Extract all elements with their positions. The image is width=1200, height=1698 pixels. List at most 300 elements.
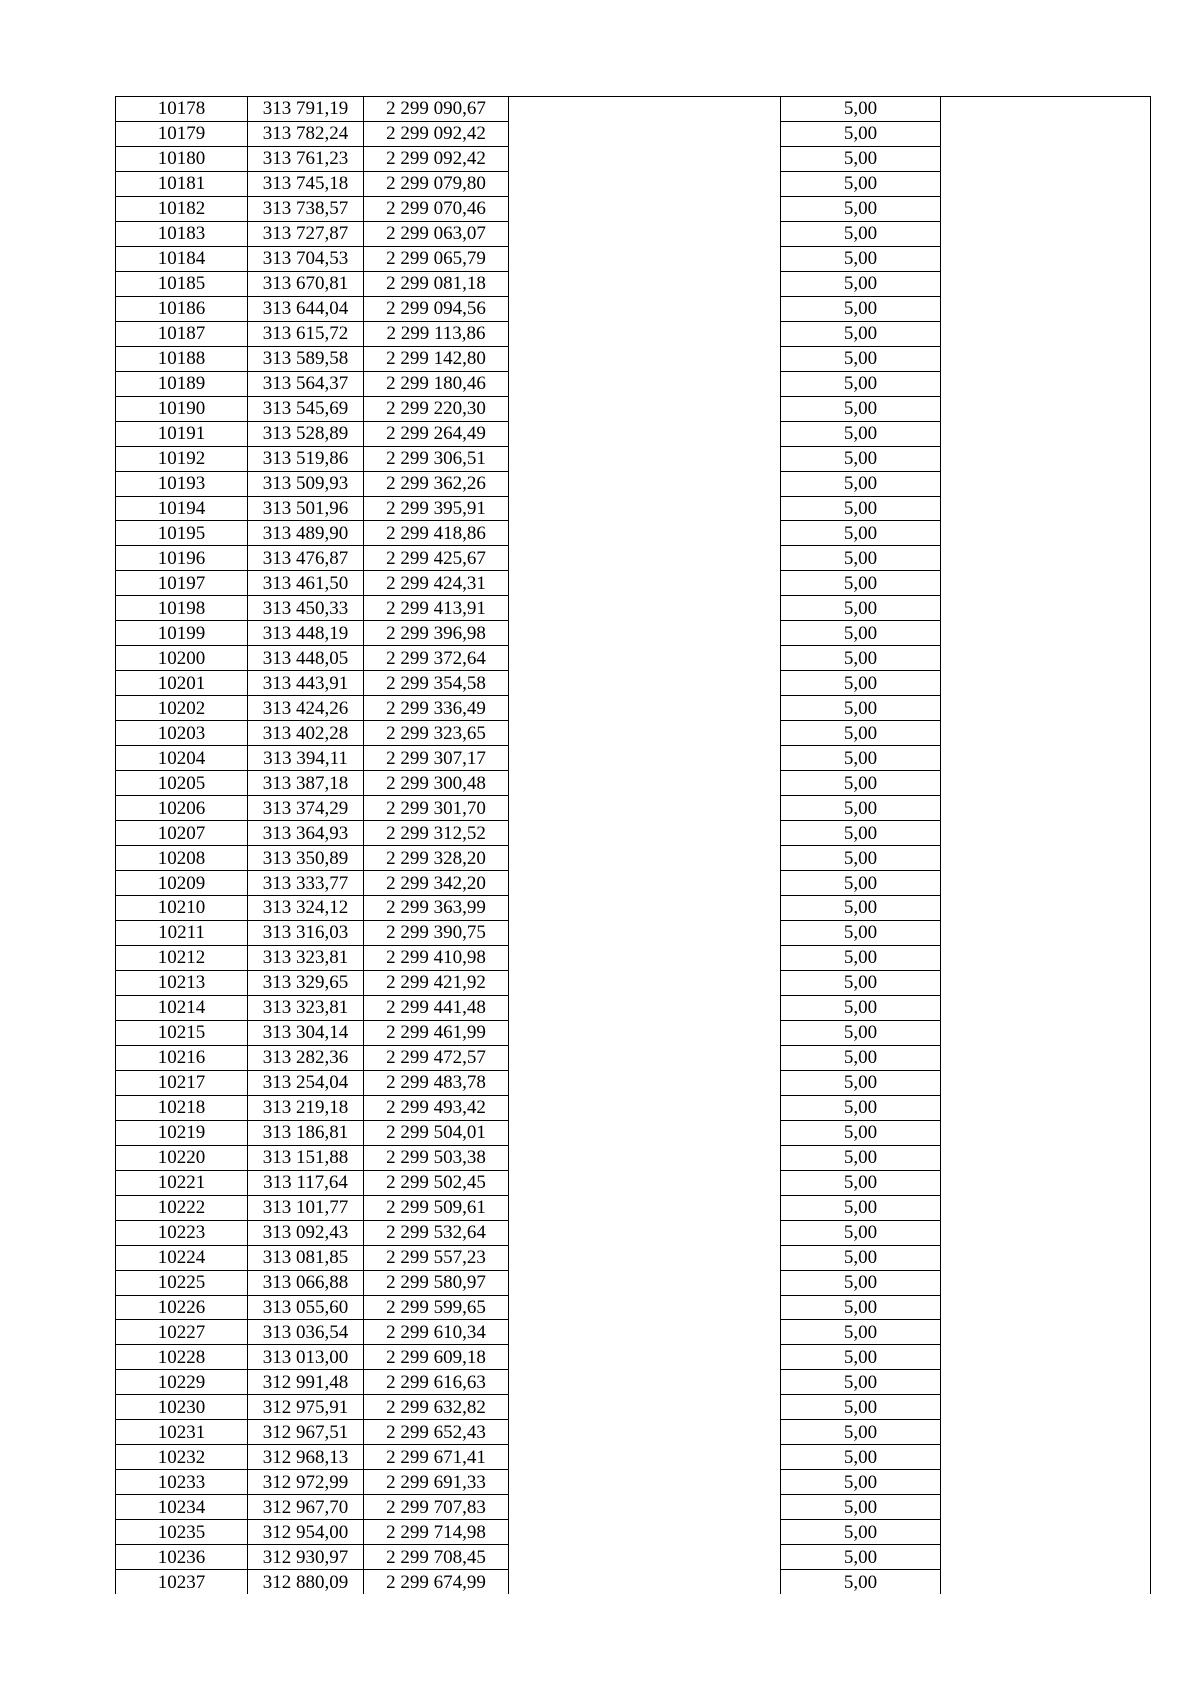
y-coordinate-cell: 2 299 472,57 (364, 1045, 509, 1070)
y-coordinate-cell: 2 299 372,64 (364, 646, 509, 671)
value-cell: 5,00 (781, 1470, 941, 1495)
value-cell: 5,00 (781, 1520, 941, 1545)
point-number-cell: 10220 (116, 1145, 248, 1170)
x-coordinate-cell: 313 013,00 (248, 1345, 364, 1370)
value-cell: 5,00 (781, 621, 941, 646)
x-coordinate-cell: 313 324,12 (248, 896, 364, 921)
point-number-cell: 10223 (116, 1220, 248, 1245)
x-coordinate-cell: 312 968,13 (248, 1445, 364, 1470)
x-coordinate-cell: 312 880,09 (248, 1570, 364, 1594)
table-row (116, 1370, 1151, 1395)
point-number-cell: 10193 (116, 471, 248, 496)
point-number-cell: 10230 (116, 1395, 248, 1420)
empty-cell (941, 696, 1151, 721)
table-row (116, 1270, 1151, 1295)
value-cell: 5,00 (781, 346, 941, 371)
y-coordinate-cell: 2 299 081,18 (364, 271, 509, 296)
empty-cell (509, 920, 781, 945)
table-row (116, 221, 1151, 246)
value-cell: 5,00 (781, 321, 941, 346)
table-row (116, 970, 1151, 995)
point-number-cell: 10199 (116, 621, 248, 646)
point-number-cell: 10233 (116, 1470, 248, 1495)
y-coordinate-cell: 2 299 113,86 (364, 321, 509, 346)
point-number-cell: 10184 (116, 246, 248, 271)
empty-cell (509, 121, 781, 146)
empty-cell (509, 721, 781, 746)
x-coordinate-cell: 313 402,28 (248, 721, 364, 746)
empty-cell (941, 196, 1151, 221)
x-coordinate-cell: 313 461,50 (248, 571, 364, 596)
empty-cell (941, 1170, 1151, 1195)
empty-cell (941, 896, 1151, 921)
value-cell: 5,00 (781, 246, 941, 271)
y-coordinate-cell: 2 299 418,86 (364, 521, 509, 546)
x-coordinate-cell: 313 364,93 (248, 821, 364, 846)
empty-cell (941, 421, 1151, 446)
empty-cell (941, 721, 1151, 746)
value-cell: 5,00 (781, 596, 941, 621)
point-number-cell: 10231 (116, 1420, 248, 1445)
empty-cell (509, 546, 781, 571)
y-coordinate-cell: 2 299 079,80 (364, 171, 509, 196)
value-cell: 5,00 (781, 846, 941, 871)
point-number-cell: 10211 (116, 920, 248, 945)
x-coordinate-cell: 313 589,58 (248, 346, 364, 371)
point-number-cell: 10200 (116, 646, 248, 671)
empty-cell (509, 571, 781, 596)
y-coordinate-cell: 2 299 336,49 (364, 696, 509, 721)
table-row (116, 171, 1151, 196)
table-row (116, 721, 1151, 746)
empty-cell (509, 696, 781, 721)
table-row (116, 196, 1151, 221)
empty-cell (509, 1170, 781, 1195)
value-cell: 5,00 (781, 871, 941, 896)
y-coordinate-cell: 2 299 395,91 (364, 496, 509, 521)
y-coordinate-cell: 2 299 342,20 (364, 871, 509, 896)
value-cell: 5,00 (781, 446, 941, 471)
empty-cell (509, 1270, 781, 1295)
table-row (116, 246, 1151, 271)
empty-cell (941, 846, 1151, 871)
coordinates-table (115, 96, 1151, 1594)
value-cell: 5,00 (781, 1570, 941, 1594)
table-row (116, 596, 1151, 621)
x-coordinate-cell: 313 528,89 (248, 421, 364, 446)
table-row (116, 1045, 1151, 1070)
y-coordinate-cell: 2 299 599,65 (364, 1295, 509, 1320)
empty-cell (941, 97, 1151, 122)
table-row (116, 1495, 1151, 1520)
value-cell: 5,00 (781, 1295, 941, 1320)
value-cell: 5,00 (781, 1420, 941, 1445)
empty-cell (509, 796, 781, 821)
value-cell: 5,00 (781, 421, 941, 446)
table-row (116, 1420, 1151, 1445)
empty-cell (941, 1120, 1151, 1145)
table-row (116, 1195, 1151, 1220)
empty-cell (509, 1395, 781, 1420)
point-number-cell: 10216 (116, 1045, 248, 1070)
table-row (116, 521, 1151, 546)
empty-cell (941, 246, 1151, 271)
empty-cell (941, 1345, 1151, 1370)
value-cell: 5,00 (781, 396, 941, 421)
empty-cell (509, 196, 781, 221)
table-row (116, 371, 1151, 396)
y-coordinate-cell: 2 299 616,63 (364, 1370, 509, 1395)
y-coordinate-cell: 2 299 532,64 (364, 1220, 509, 1245)
empty-cell (509, 621, 781, 646)
point-number-cell: 10183 (116, 221, 248, 246)
point-number-cell: 10221 (116, 1170, 248, 1195)
x-coordinate-cell: 312 975,91 (248, 1395, 364, 1420)
empty-cell (509, 1370, 781, 1395)
empty-cell (941, 371, 1151, 396)
table-row (116, 871, 1151, 896)
point-number-cell: 10237 (116, 1570, 248, 1594)
y-coordinate-cell: 2 299 323,65 (364, 721, 509, 746)
y-coordinate-cell: 2 299 421,92 (364, 970, 509, 995)
x-coordinate-cell: 313 782,24 (248, 121, 364, 146)
empty-cell (509, 671, 781, 696)
x-coordinate-cell: 313 323,81 (248, 945, 364, 970)
x-coordinate-cell: 312 967,70 (248, 1495, 364, 1520)
point-number-cell: 10214 (116, 995, 248, 1020)
y-coordinate-cell: 2 299 441,48 (364, 995, 509, 1020)
value-cell: 5,00 (781, 1070, 941, 1095)
table-row (116, 796, 1151, 821)
x-coordinate-cell: 313 101,77 (248, 1195, 364, 1220)
empty-cell (509, 521, 781, 546)
y-coordinate-cell: 2 299 092,42 (364, 121, 509, 146)
y-coordinate-cell: 2 299 671,41 (364, 1445, 509, 1470)
y-coordinate-cell: 2 299 609,18 (364, 1345, 509, 1370)
empty-cell (509, 1570, 781, 1594)
empty-cell (941, 621, 1151, 646)
x-coordinate-cell: 313 448,19 (248, 621, 364, 646)
empty-cell (509, 945, 781, 970)
table-row (116, 821, 1151, 846)
table-row (116, 1295, 1151, 1320)
empty-cell (509, 246, 781, 271)
y-coordinate-cell: 2 299 674,99 (364, 1570, 509, 1594)
x-coordinate-cell: 313 329,65 (248, 970, 364, 995)
x-coordinate-cell: 313 394,11 (248, 746, 364, 771)
empty-cell (941, 771, 1151, 796)
table-row (116, 920, 1151, 945)
value-cell: 5,00 (781, 821, 941, 846)
value-cell: 5,00 (781, 121, 941, 146)
empty-cell (941, 271, 1151, 296)
x-coordinate-cell: 313 424,26 (248, 696, 364, 721)
table-row (116, 771, 1151, 796)
x-coordinate-cell: 312 972,99 (248, 1470, 364, 1495)
value-cell: 5,00 (781, 1220, 941, 1245)
empty-cell (941, 1370, 1151, 1395)
table-row (116, 1520, 1151, 1545)
empty-cell (941, 221, 1151, 246)
empty-cell (509, 371, 781, 396)
empty-cell (941, 995, 1151, 1020)
y-coordinate-cell: 2 299 180,46 (364, 371, 509, 396)
value-cell: 5,00 (781, 1270, 941, 1295)
empty-cell (509, 396, 781, 421)
empty-cell (941, 1220, 1151, 1245)
table-row (116, 1320, 1151, 1345)
value-cell: 5,00 (781, 896, 941, 921)
y-coordinate-cell: 2 299 413,91 (364, 596, 509, 621)
y-coordinate-cell: 2 299 306,51 (364, 446, 509, 471)
empty-cell (941, 571, 1151, 596)
point-number-cell: 10187 (116, 321, 248, 346)
empty-cell (941, 1145, 1151, 1170)
y-coordinate-cell: 2 299 094,56 (364, 296, 509, 321)
x-coordinate-cell: 313 545,69 (248, 396, 364, 421)
point-number-cell: 10217 (116, 1070, 248, 1095)
x-coordinate-cell: 313 489,90 (248, 521, 364, 546)
y-coordinate-cell: 2 299 691,33 (364, 1470, 509, 1495)
value-cell: 5,00 (781, 1495, 941, 1520)
empty-cell (941, 1495, 1151, 1520)
empty-cell (941, 1295, 1151, 1320)
point-number-cell: 10226 (116, 1295, 248, 1320)
y-coordinate-cell: 2 299 301,70 (364, 796, 509, 821)
empty-cell (509, 171, 781, 196)
value-cell: 5,00 (781, 221, 941, 246)
x-coordinate-cell: 313 704,53 (248, 246, 364, 271)
empty-cell (509, 995, 781, 1020)
x-coordinate-cell: 313 519,86 (248, 446, 364, 471)
x-coordinate-cell: 313 117,64 (248, 1170, 364, 1195)
point-number-cell: 10188 (116, 346, 248, 371)
empty-cell (941, 396, 1151, 421)
table-row (116, 396, 1151, 421)
y-coordinate-cell: 2 299 652,43 (364, 1420, 509, 1445)
y-coordinate-cell: 2 299 396,98 (364, 621, 509, 646)
x-coordinate-cell: 313 316,03 (248, 920, 364, 945)
empty-cell (509, 1545, 781, 1570)
point-number-cell: 10182 (116, 196, 248, 221)
empty-cell (941, 596, 1151, 621)
empty-cell (509, 1445, 781, 1470)
value-cell: 5,00 (781, 1370, 941, 1395)
table-row (116, 696, 1151, 721)
table-row (116, 621, 1151, 646)
point-number-cell: 10236 (116, 1545, 248, 1570)
empty-cell (941, 496, 1151, 521)
empty-cell (941, 746, 1151, 771)
point-number-cell: 10178 (116, 97, 248, 122)
empty-cell (509, 746, 781, 771)
empty-cell (509, 821, 781, 846)
empty-cell (509, 496, 781, 521)
empty-cell (509, 871, 781, 896)
y-coordinate-cell: 2 299 390,75 (364, 920, 509, 945)
value-cell: 5,00 (781, 546, 941, 571)
empty-cell (509, 271, 781, 296)
value-cell: 5,00 (781, 1045, 941, 1070)
point-number-cell: 10229 (116, 1370, 248, 1395)
y-coordinate-cell: 2 299 461,99 (364, 1020, 509, 1045)
x-coordinate-cell: 312 954,00 (248, 1520, 364, 1545)
x-coordinate-cell: 313 615,72 (248, 321, 364, 346)
y-coordinate-cell: 2 299 065,79 (364, 246, 509, 271)
point-number-cell: 10185 (116, 271, 248, 296)
empty-cell (509, 421, 781, 446)
value-cell: 5,00 (781, 995, 941, 1020)
table-row (116, 1445, 1151, 1470)
empty-cell (941, 1095, 1151, 1120)
y-coordinate-cell: 2 299 300,48 (364, 771, 509, 796)
y-coordinate-cell: 2 299 410,98 (364, 945, 509, 970)
value-cell: 5,00 (781, 721, 941, 746)
value-cell: 5,00 (781, 696, 941, 721)
point-number-cell: 10203 (116, 721, 248, 746)
empty-cell (941, 796, 1151, 821)
point-number-cell: 10197 (116, 571, 248, 596)
x-coordinate-cell: 313 036,54 (248, 1320, 364, 1345)
empty-cell (941, 121, 1151, 146)
y-coordinate-cell: 2 299 070,46 (364, 196, 509, 221)
empty-cell (509, 221, 781, 246)
empty-cell (509, 1145, 781, 1170)
point-number-cell: 10206 (116, 796, 248, 821)
empty-cell (509, 1120, 781, 1145)
table-row (116, 1020, 1151, 1045)
table-row (116, 1095, 1151, 1120)
y-coordinate-cell: 2 299 504,01 (364, 1120, 509, 1145)
x-coordinate-cell: 313 350,89 (248, 846, 364, 871)
value-cell: 5,00 (781, 1195, 941, 1220)
empty-cell (941, 321, 1151, 346)
x-coordinate-cell: 313 092,43 (248, 1220, 364, 1245)
x-coordinate-cell: 313 254,04 (248, 1070, 364, 1095)
empty-cell (509, 321, 781, 346)
x-coordinate-cell: 313 055,60 (248, 1295, 364, 1320)
y-coordinate-cell: 2 299 483,78 (364, 1070, 509, 1095)
table-row (116, 546, 1151, 571)
empty-cell (509, 1495, 781, 1520)
empty-cell (941, 296, 1151, 321)
table-row (116, 1570, 1151, 1594)
empty-cell (941, 646, 1151, 671)
empty-cell (941, 1520, 1151, 1545)
table-row (116, 896, 1151, 921)
value-cell: 5,00 (781, 271, 941, 296)
point-number-cell: 10201 (116, 671, 248, 696)
value-cell: 5,00 (781, 1145, 941, 1170)
point-number-cell: 10181 (116, 171, 248, 196)
table-row (116, 671, 1151, 696)
empty-cell (941, 1020, 1151, 1045)
point-number-cell: 10202 (116, 696, 248, 721)
y-coordinate-cell: 2 299 090,67 (364, 97, 509, 122)
empty-cell (941, 671, 1151, 696)
table-row (116, 271, 1151, 296)
empty-cell (941, 920, 1151, 945)
table-row (116, 1345, 1151, 1370)
point-number-cell: 10204 (116, 746, 248, 771)
empty-cell (509, 1295, 781, 1320)
table-row (116, 296, 1151, 321)
empty-cell (941, 546, 1151, 571)
point-number-cell: 10208 (116, 846, 248, 871)
value-cell: 5,00 (781, 1170, 941, 1195)
empty-cell (941, 1195, 1151, 1220)
value-cell: 5,00 (781, 1445, 941, 1470)
empty-cell (941, 970, 1151, 995)
x-coordinate-cell: 313 791,19 (248, 97, 364, 122)
empty-cell (509, 1095, 781, 1120)
x-coordinate-cell: 313 670,81 (248, 271, 364, 296)
point-number-cell: 10215 (116, 1020, 248, 1045)
x-coordinate-cell: 313 387,18 (248, 771, 364, 796)
value-cell: 5,00 (781, 1120, 941, 1145)
point-number-cell: 10222 (116, 1195, 248, 1220)
table-row (116, 995, 1151, 1020)
x-coordinate-cell: 313 304,14 (248, 1020, 364, 1045)
empty-cell (509, 771, 781, 796)
x-coordinate-cell: 313 448,05 (248, 646, 364, 671)
x-coordinate-cell: 313 761,23 (248, 146, 364, 171)
y-coordinate-cell: 2 299 363,99 (364, 896, 509, 921)
point-number-cell: 10225 (116, 1270, 248, 1295)
empty-cell (941, 171, 1151, 196)
empty-cell (941, 945, 1151, 970)
y-coordinate-cell: 2 299 632,82 (364, 1395, 509, 1420)
empty-cell (941, 1395, 1151, 1420)
empty-cell (509, 896, 781, 921)
table-row (116, 1220, 1151, 1245)
empty-cell (941, 1320, 1151, 1345)
table-row (116, 146, 1151, 171)
empty-cell (509, 1345, 781, 1370)
y-coordinate-cell: 2 299 312,52 (364, 821, 509, 846)
coordinates-table-body (116, 97, 1151, 1595)
point-number-cell: 10219 (116, 1120, 248, 1145)
x-coordinate-cell: 313 066,88 (248, 1270, 364, 1295)
table-row (116, 471, 1151, 496)
x-coordinate-cell: 313 151,88 (248, 1145, 364, 1170)
empty-cell (941, 471, 1151, 496)
y-coordinate-cell: 2 299 493,42 (364, 1095, 509, 1120)
table-row (116, 746, 1151, 771)
table-row (116, 121, 1151, 146)
y-coordinate-cell: 2 299 610,34 (364, 1320, 509, 1345)
y-coordinate-cell: 2 299 063,07 (364, 221, 509, 246)
table-row (116, 446, 1151, 471)
empty-cell (941, 1570, 1151, 1594)
value-cell: 5,00 (781, 196, 941, 221)
empty-cell (509, 346, 781, 371)
x-coordinate-cell: 313 282,36 (248, 1045, 364, 1070)
x-coordinate-cell: 313 443,91 (248, 671, 364, 696)
table-row (116, 571, 1151, 596)
table-row (116, 646, 1151, 671)
empty-cell (941, 1270, 1151, 1295)
empty-cell (941, 1045, 1151, 1070)
y-coordinate-cell: 2 299 708,45 (364, 1545, 509, 1570)
x-coordinate-cell: 313 081,85 (248, 1245, 364, 1270)
point-number-cell: 10192 (116, 446, 248, 471)
point-number-cell: 10210 (116, 896, 248, 921)
x-coordinate-cell: 313 450,33 (248, 596, 364, 621)
point-number-cell: 10195 (116, 521, 248, 546)
table-row (116, 1395, 1151, 1420)
empty-cell (509, 1245, 781, 1270)
